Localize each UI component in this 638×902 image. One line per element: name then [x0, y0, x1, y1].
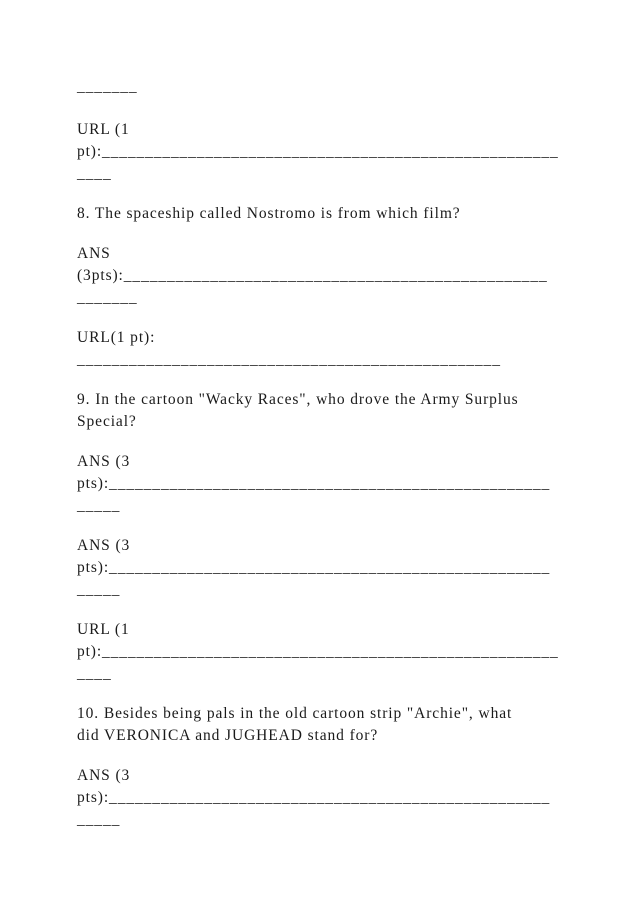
- question-8: 8. The spaceship called Nostromo is from which film?: [77, 205, 461, 222]
- answer-continuation: _____: [77, 581, 121, 598]
- answer-label: ANS (3: [77, 767, 131, 784]
- question-10: 10. Besides being pals in the old cartoon strip "Archie", what: [77, 705, 513, 722]
- url-label: URL(1 pt):: [77, 329, 156, 346]
- answer-label: ANS (3: [77, 537, 131, 554]
- answer-continuation: _______: [77, 289, 138, 306]
- url-label: URL (1: [77, 621, 130, 638]
- url-answer-line: _________________________________________________: [77, 351, 501, 368]
- answer-blank-continuation: _______: [77, 78, 138, 95]
- answer-continuation: _____: [77, 497, 121, 514]
- answer-label: ANS (3: [77, 453, 131, 470]
- answer-line: pts):___________________________________________________: [77, 475, 551, 492]
- answer-continuation: _____: [77, 811, 121, 828]
- question-10-continuation: did VERONICA and JUGHEAD stand for?: [77, 727, 379, 744]
- url-answer-continuation: ____: [77, 165, 112, 182]
- question-9: 9. In the cartoon "Wacky Races", who drove the Army Surplus: [77, 391, 519, 408]
- url-answer-line: pt):_____________________________________________________: [77, 643, 559, 660]
- answer-line: pts):___________________________________________________: [77, 789, 551, 806]
- answer-line: pts):___________________________________________________: [77, 559, 551, 576]
- url-label: URL (1: [77, 121, 130, 138]
- question-9-continuation: Special?: [77, 413, 137, 430]
- url-answer-continuation: ____: [77, 665, 112, 682]
- url-answer-line: pt):_____________________________________________________: [77, 143, 559, 160]
- answer-line: (3pts):_________________________________________________: [77, 267, 548, 284]
- answer-label: ANS: [77, 245, 111, 262]
